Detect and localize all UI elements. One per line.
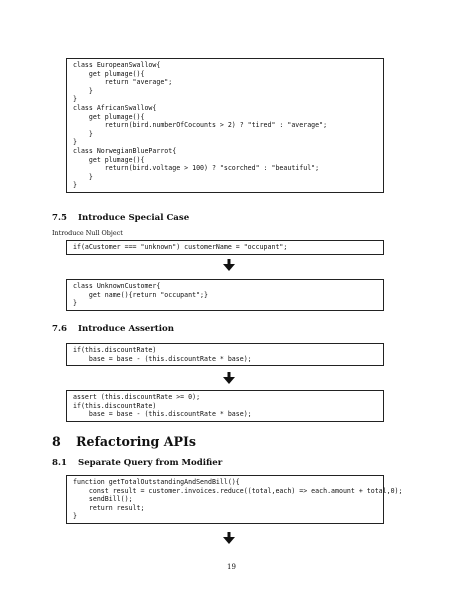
code-line: if(this.discountRate) <box>73 346 157 354</box>
code-line: } <box>73 86 93 95</box>
section-number: 8.1 <box>52 458 67 468</box>
chapter-number: 8 <box>52 434 61 449</box>
code-line: return result; <box>73 503 145 512</box>
section-title: Separate Query from Modifier <box>78 458 223 468</box>
section-number: 7.5 <box>52 213 67 223</box>
code-line: if(aCustomer === "unknown") customerName = "occupant"; <box>73 243 288 251</box>
code-block-query-before <box>66 475 403 524</box>
code-line: get plumage(){ <box>73 69 145 78</box>
code-line: class UnknownCustomer{ <box>73 282 161 290</box>
section-number: 7.6 <box>52 324 67 334</box>
code-line: get plumage(){ <box>73 112 145 121</box>
section-heading-7-6 <box>52 324 174 334</box>
down-arrow-icon <box>222 372 236 384</box>
code-block-assertion-after <box>66 390 384 422</box>
code-line: class EuropeanSwallow{ <box>73 61 161 69</box>
chapter-title: Refactoring APIs <box>76 434 196 449</box>
code-line: class AfricanSwallow{ <box>73 103 157 112</box>
code-line: const result = customer.invoices.reduce((total,each) => each.amount + total,0); <box>73 486 403 495</box>
code-block-special-after <box>66 279 384 311</box>
section-title: Introduce Special Case <box>78 213 190 223</box>
code-line: return "average"; <box>73 78 173 87</box>
section-heading-8-1 <box>52 458 222 468</box>
code-line: base = base - (this.discountRate * base); <box>73 410 252 419</box>
code-line: sendBill(); <box>73 495 133 504</box>
code-line: get plumage(){ <box>73 155 145 164</box>
down-arrow-icon <box>222 532 236 544</box>
code-block-assertion-before <box>66 343 384 366</box>
code-line: } <box>73 129 93 138</box>
code-line: class NorwegianBlueParrot{ <box>73 146 177 155</box>
code-line: } <box>73 172 93 181</box>
section-heading-7-5 <box>52 213 189 223</box>
code-line: return(bird.voltage > 100) ? "scorched" : "beautiful"; <box>73 164 320 173</box>
code-line: function getTotalOutstandingAndSendBill(){ <box>73 478 240 486</box>
code-block-special-before <box>66 240 384 255</box>
code-line: } <box>73 95 77 104</box>
code-line: return(bird.numberOfCocounts > 2) ? "tired" : "average"; <box>73 121 328 130</box>
code-line: } <box>73 512 77 521</box>
code-line: base = base - (this.discountRate * base); <box>73 354 252 363</box>
chapter-heading-8 <box>52 434 196 449</box>
code-line: if(this.discountRate) <box>73 401 157 410</box>
code-line: get name(){return "occupant";} <box>73 290 208 299</box>
section-title: Introduce Assertion <box>78 324 174 334</box>
code-line: } <box>73 138 77 147</box>
code-line: } <box>73 299 77 308</box>
section-note: Introduce Null Object <box>52 229 123 237</box>
page-number: 19 <box>227 563 236 571</box>
code-line: } <box>73 181 77 190</box>
code-line: assert (this.discountRate >= 0); <box>73 393 201 401</box>
code-block-swallow <box>66 58 384 193</box>
down-arrow-icon <box>222 259 236 271</box>
